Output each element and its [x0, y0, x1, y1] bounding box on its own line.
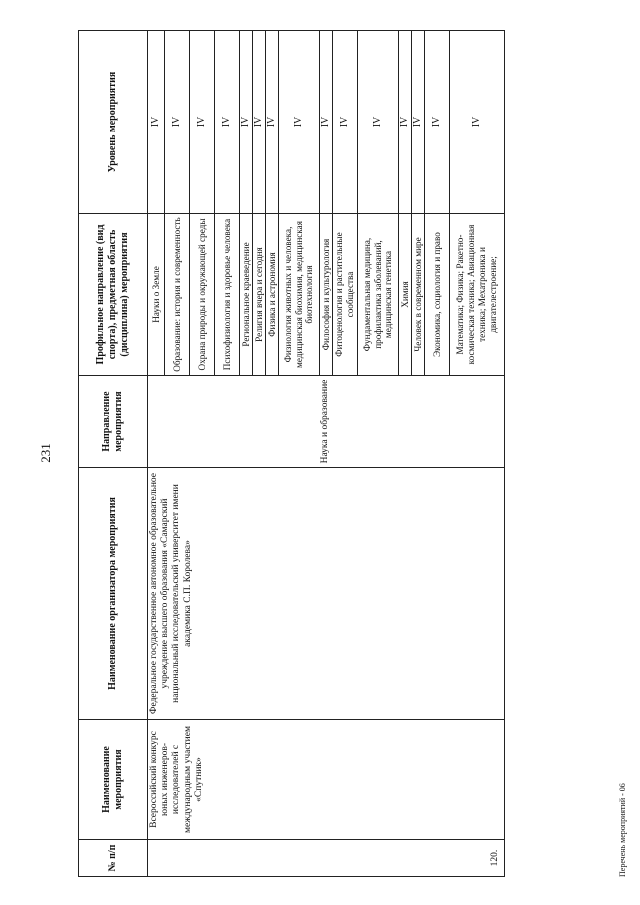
events-table — [78, 30, 505, 877]
header-direction: Направление мероприятия — [79, 376, 148, 468]
level-cell: IV — [320, 31, 333, 214]
profile-cell: Философия и культурология — [320, 214, 333, 376]
level-cell: IV — [425, 31, 450, 214]
header-row — [79, 31, 148, 877]
profile-cell: Образование: история и современность — [165, 214, 190, 376]
level-cell: IV — [399, 31, 412, 214]
event-number: 120. — [148, 840, 505, 877]
profile-cell: Математика; Физика; Ракетно-космическая техника; Авиационная техника; Мехатроника и двигателестроение; — [450, 214, 505, 376]
level-cell: IV — [165, 31, 190, 214]
header-level: Уровень мероприятия — [79, 31, 148, 214]
profile-cell: Психофизиология и здоровье человека — [215, 214, 240, 376]
header-name: Наименование мероприятия — [79, 720, 148, 840]
level-cell: IV — [190, 31, 215, 214]
profile-cell: Физика и астрономия — [266, 214, 279, 376]
profile-cell: Науки о Земле — [148, 214, 165, 376]
header-num: № п/п — [79, 840, 148, 877]
profile-cell: Фундаментальная медицина, профилактика заболеваний, медицинская генетика — [358, 214, 399, 376]
level-cell: IV — [333, 31, 358, 214]
page-number: 231 — [38, 443, 53, 463]
level-cell: IV — [240, 31, 253, 214]
event-organizer: Федеральное государственное автономное образовательное учреждение высшего образования «Самарский национальный исследовательский университет имени академика С.П. Королева» — [148, 468, 505, 720]
level-cell: IV — [266, 31, 279, 214]
event-direction: Наука и образование — [148, 376, 505, 468]
profile-cell: Региональное краеведение — [240, 214, 253, 376]
profile-cell: Физиология животных и человека, медицинская биохимия, медицинская биотехнология — [279, 214, 320, 376]
profile-cell: Химия — [399, 214, 412, 376]
level-cell: IV — [253, 31, 266, 214]
level-cell: IV — [358, 31, 399, 214]
level-cell: IV — [215, 31, 240, 214]
header-profile: Профильное направление (вид спорта), предметная область (дисциплина) мероприятия — [79, 214, 148, 376]
event-name: Всероссийский конкурс юных инженеров-исследователей с международным участием «Спутник» — [148, 720, 505, 840]
profile-cell: Охрана природы и окружающей среды — [190, 214, 215, 376]
profile-cell: Фитоценология и растительные сообщества — [333, 214, 358, 376]
profile-cell: Человек в современном мире — [412, 214, 425, 376]
level-cell: IV — [279, 31, 320, 214]
profile-cell: Экономика, социология и право — [425, 214, 450, 376]
table-row — [148, 31, 165, 877]
header-organizer: Наименование организатора мероприятия — [79, 468, 148, 720]
level-cell: IV — [412, 31, 425, 214]
level-cell: IV — [148, 31, 165, 214]
footer-note: Перечень мероприятий - 06 — [618, 783, 627, 877]
level-cell: IV — [450, 31, 505, 214]
profile-cell: Религия вчера и сегодня — [253, 214, 266, 376]
